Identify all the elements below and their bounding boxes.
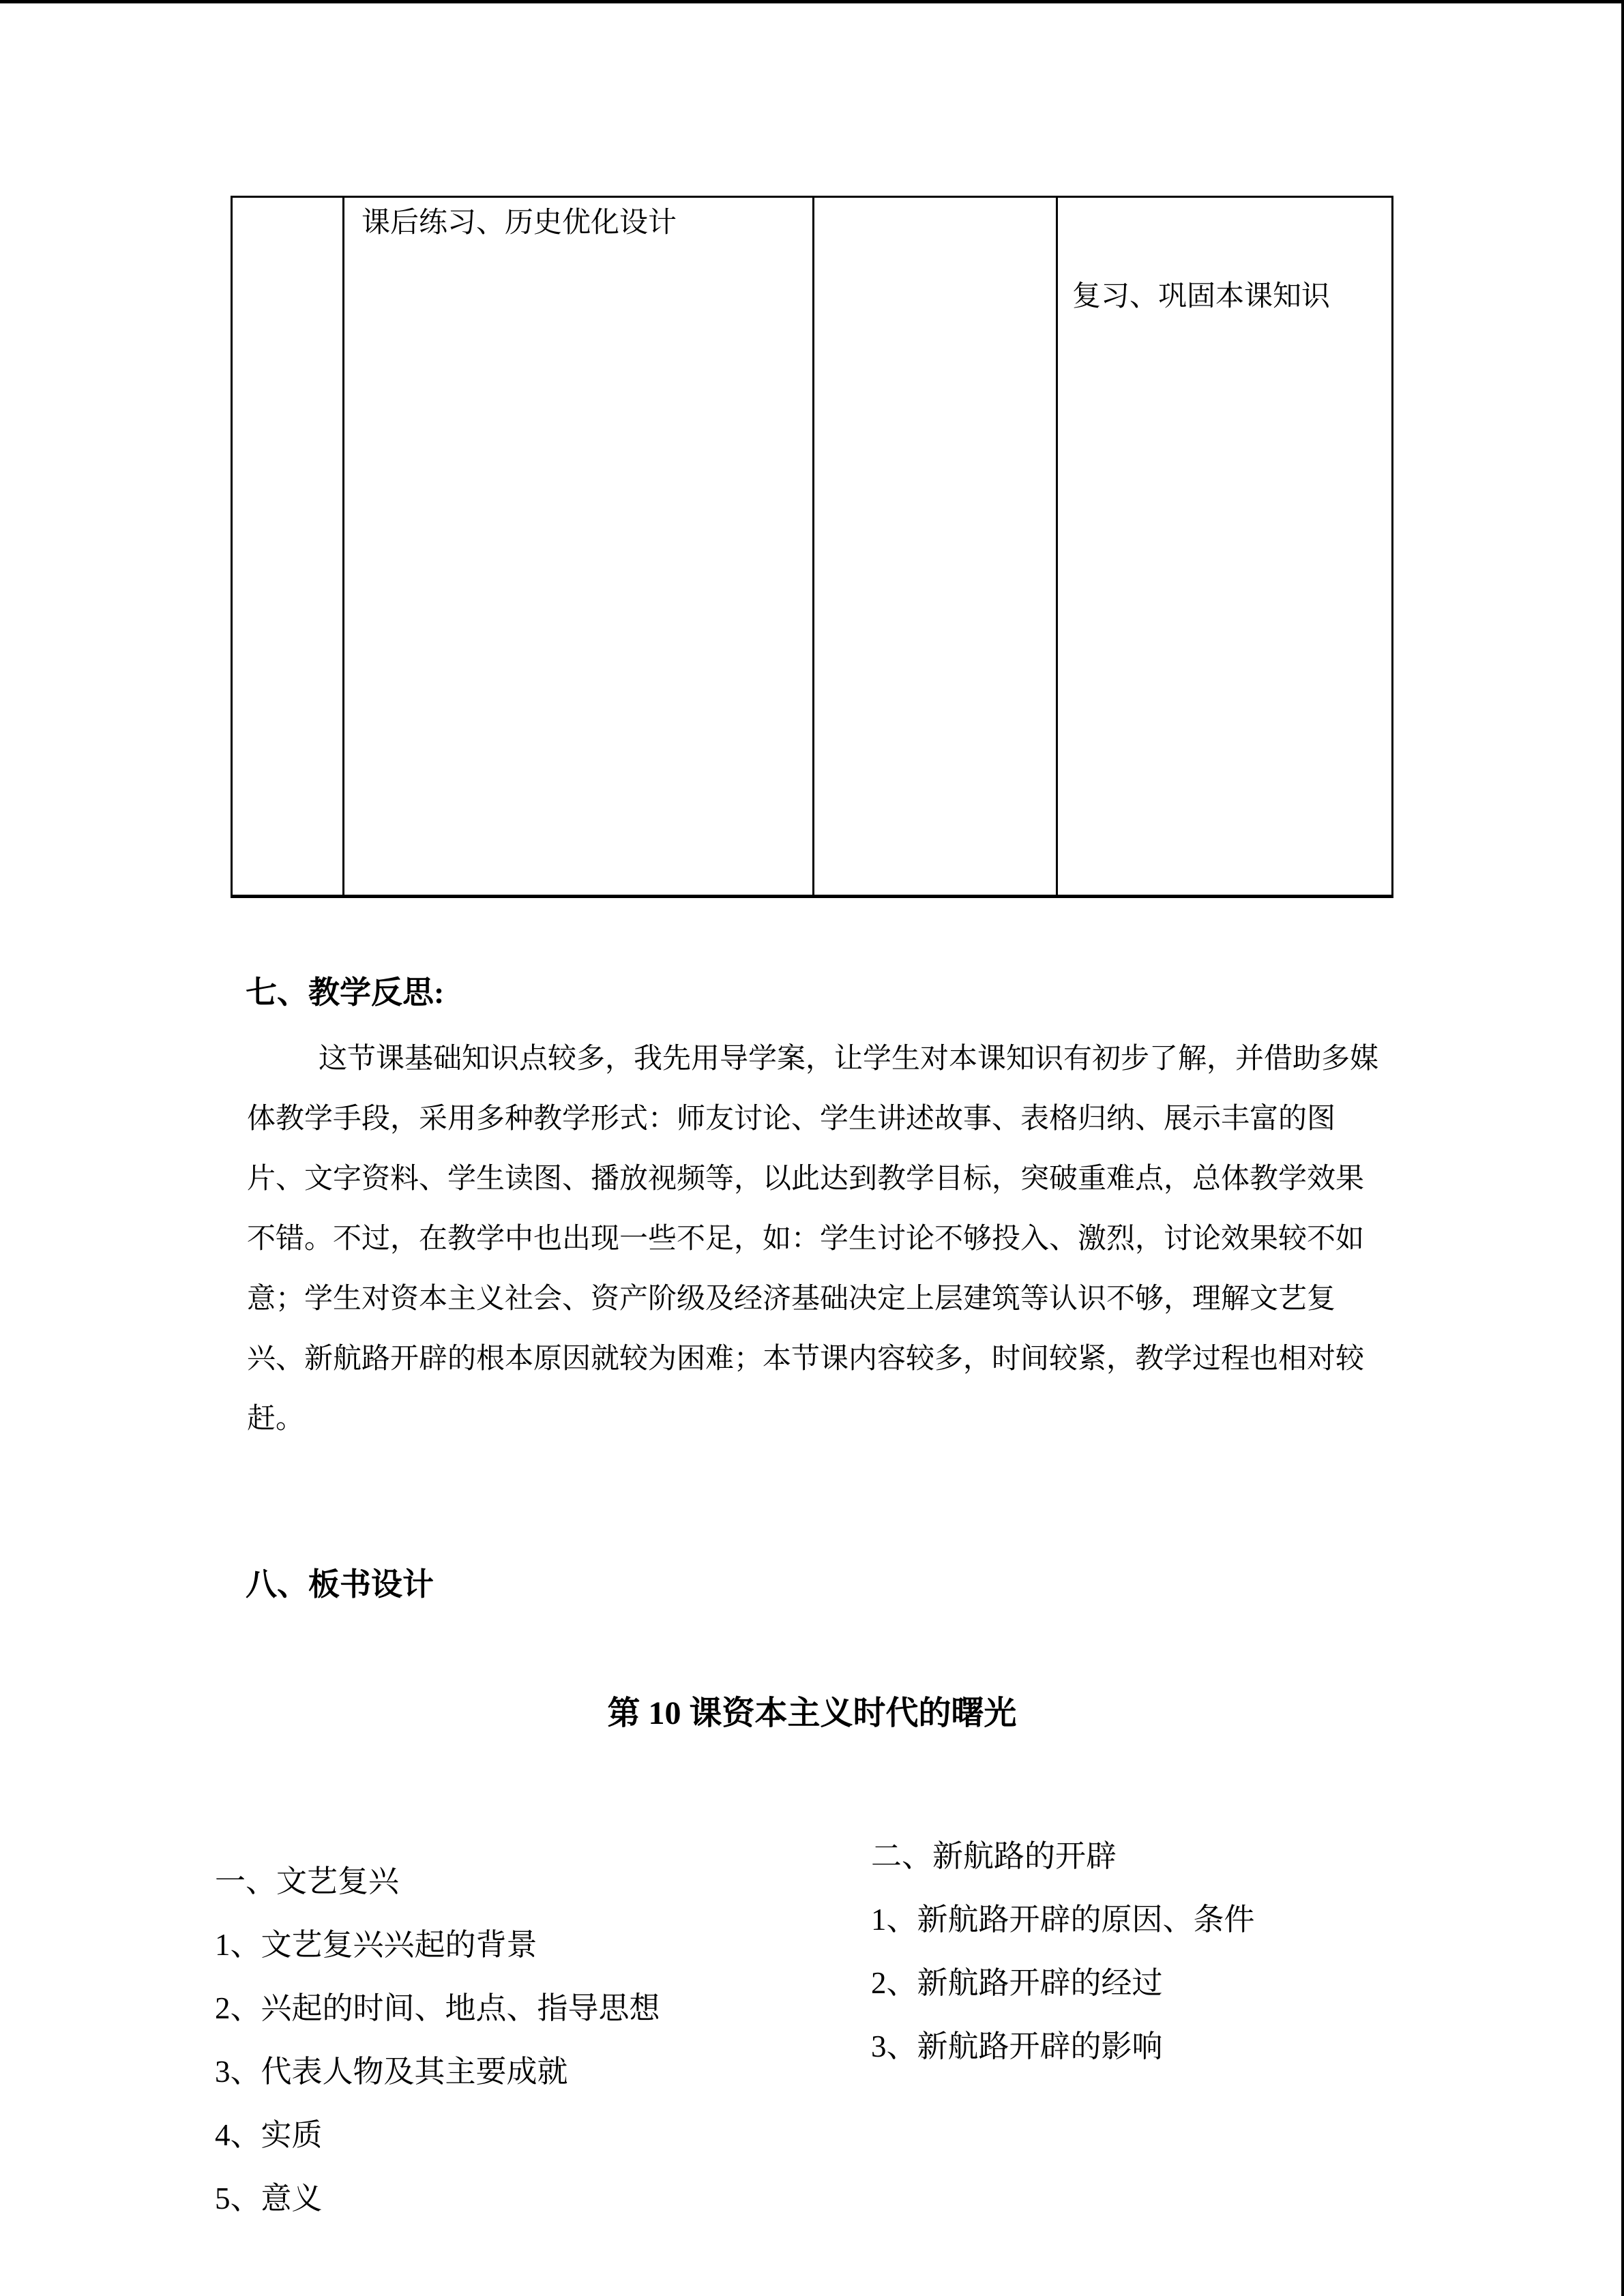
- page-top-edge-line: [0, 0, 1624, 3]
- reflection-line: 不错。不过，在教学中也出现一些不足，如：学生讨论不够投入、激烈，讨论效果较不如: [247, 1223, 1365, 1255]
- lesson-plan-table: [231, 196, 1393, 898]
- page-right-edge-line: [1621, 0, 1624, 2296]
- outline-item: 2、兴起的时间、地点、指导思想: [215, 1991, 660, 2025]
- outline-item: 1、新航路开辟的原因、条件: [871, 1903, 1255, 1937]
- outline-item: 4、实质: [215, 2118, 323, 2152]
- outline-item: 1、文艺复兴兴起的背景: [215, 1928, 537, 1962]
- reflection-line: 片、文字资料、学生读图、播放视频等，以此达到教学目标，突破重难点，总体教学效果: [247, 1163, 1365, 1195]
- outline-item: 3、新航路开辟的影响: [871, 2029, 1163, 2063]
- table-cell-homework: 课后练习、历史优化设计: [361, 207, 677, 239]
- outline-left-column: [215, 1850, 660, 2231]
- reflection-heading: 七、教学反思:: [246, 975, 445, 1010]
- table-column-divider: [1056, 198, 1058, 895]
- outline-right-heading: 二、新航路的开辟: [871, 1839, 1117, 1873]
- table-cell-purpose: 复习、巩固本课知识: [1072, 281, 1331, 312]
- outline-item: 5、意义: [215, 2181, 323, 2216]
- outline-right-column: [871, 1825, 1255, 2078]
- reflection-line: 体教学手段，采用多种教学形式：师友讨论、学生讲述故事、表格归纳、展示丰富的图: [247, 1103, 1336, 1135]
- table-column-divider: [342, 198, 344, 895]
- lesson-title: 第 10 课资本主义时代的曙光: [607, 1695, 1017, 1731]
- reflection-line: 这节课基础知识点较多，我先用导学案，让学生对本课知识有初步了解，并借助多媒: [319, 1043, 1379, 1075]
- outline-item: 3、代表人物及其主要成就: [215, 2055, 568, 2089]
- table-column-divider: [812, 198, 814, 895]
- outline-item: 2、新航路开辟的经过: [871, 1966, 1163, 2000]
- board-design-heading: 八、板书设计: [246, 1567, 434, 1602]
- outline-left-heading: 一、文艺复兴: [215, 1864, 400, 1898]
- reflection-line: 兴、新航路开辟的根本原因就较为困难；本节课内容较多，时间较紧，教学过程也相对较: [247, 1343, 1365, 1375]
- reflection-line: 赶。: [247, 1403, 305, 1435]
- reflection-paragraph: [247, 1029, 1393, 1449]
- reflection-line: 意；学生对资本主义社会、资产阶级及经济基础决定上层建筑等认识不够，理解文艺复: [247, 1283, 1336, 1315]
